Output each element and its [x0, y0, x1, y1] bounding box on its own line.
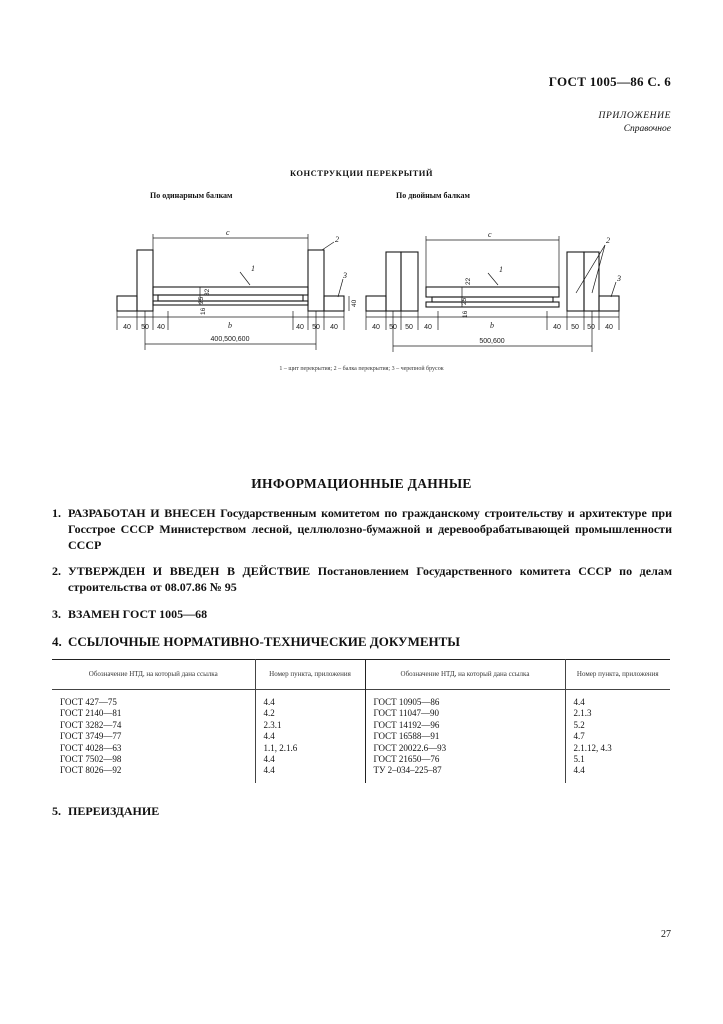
table-header-row [52, 660, 670, 690]
ref-doc: ГОСТ 8026—92 [60, 765, 122, 776]
info-item-number: 5. [52, 804, 61, 818]
ref-doc: ГОСТ 14192—96 [365, 720, 565, 731]
info-item-number: 1. [52, 506, 61, 520]
info-item-number: 4. [52, 634, 62, 649]
info-item-text: УТВЕРЖДЕН И ВВЕДЕН В ДЕЙСТВИЕ Постановлением Государственного комитета СССР по делам строительства от 08.07.86 № 95 [68, 564, 672, 594]
info-item-5 [52, 803, 672, 819]
dim-left-50a: 50 [141, 324, 149, 331]
right-beam-b2 [584, 252, 599, 311]
dim-left-32: 32 [204, 288, 211, 296]
info-item-text: РАЗРАБОТАН И ВНЕСЕН Государственным комитетом по гражданскому строительству и архитектуре при Госстрое СССР Министерством лесной, целлюлозно-бумажной и деревообрабатывающей промышленности СССР [68, 506, 672, 552]
info-item-text: ПЕРЕИЗДАНИЕ [68, 804, 160, 818]
ref-doc: ГОСТ 4028—63 [60, 742, 122, 753]
left-cranial-bar-b [324, 296, 344, 311]
dim-c-left: с [226, 228, 230, 237]
ref-doc: ГОСТ 11047—90 [365, 708, 565, 719]
info-item-2 [52, 563, 672, 595]
callout-1-left: 1 [251, 264, 255, 273]
table-row [52, 754, 670, 765]
ref-clause: 4.2 [255, 708, 365, 719]
dim-right-50b: 50 [405, 324, 413, 331]
dim-left-40a: 40 [123, 324, 131, 331]
dim-left-40c: 40 [296, 324, 304, 331]
table-row [52, 731, 670, 742]
dim-right-16: 16 [462, 310, 469, 318]
info-item-number: 3. [52, 607, 61, 621]
table-row [52, 765, 670, 782]
right-beam-a1 [386, 252, 401, 311]
ref-doc: ГОСТ 2140—81 [60, 708, 122, 719]
header-ntd-designation: Обозначение НТД, на который дана ссылка [88, 670, 218, 678]
leader-3-right [611, 282, 616, 297]
dim-left-50b: 50 [312, 324, 320, 331]
table-row [52, 690, 670, 709]
dim-right-22: 22 [465, 277, 472, 285]
appendix-label [599, 110, 672, 136]
header-item-number: Номер пункта, приложения [565, 660, 670, 690]
right-cranial-bar-a [366, 296, 386, 311]
ref-doc: ГОСТ 20022.6—93 [365, 743, 565, 754]
ref-clause: 2.3.1 [255, 720, 365, 731]
ref-doc: ГОСТ 16588—91 [365, 731, 565, 742]
ref-doc: ГОСТ 427—75 [60, 697, 117, 707]
leader-1-right [488, 273, 498, 285]
ref-clause: 2.1.3 [565, 708, 670, 719]
ref-clause: 4.7 [565, 731, 670, 742]
appendix-title: ПРИЛОЖЕНИЕ [598, 111, 671, 121]
ref-clause: 2.1.12, 4.3 [565, 743, 670, 754]
dim-right-50d: 50 [587, 324, 595, 331]
dim-height-40: 40 [351, 299, 358, 307]
figure-left-label: По одинарным балкам [150, 191, 233, 200]
table-row [52, 708, 670, 719]
right-cranial-bar-b [599, 296, 619, 311]
ref-clause: 4.4 [255, 765, 365, 782]
header-ntd-designation: Обозначение НТД, на который дана ссылка [365, 660, 565, 690]
callout-1-right: 1 [499, 265, 503, 274]
dim-right-40a: 40 [372, 324, 380, 331]
dim-right-25: 25 [461, 297, 468, 305]
right-floor-panel [426, 287, 559, 297]
info-section-title: ИНФОРМАЦИОННЫЕ ДАННЫЕ [251, 476, 472, 491]
ref-clause: 4.4 [565, 765, 670, 782]
dim-left-16: 16 [200, 307, 207, 315]
right-panel-rib [432, 297, 553, 302]
ref-clause: 5.2 [565, 720, 670, 731]
ref-doc: ГОСТ 7502—98 [60, 754, 122, 765]
left-beam-b [308, 250, 324, 311]
dim-b-left: b [228, 321, 232, 330]
references-table [52, 659, 670, 783]
document-header: ГОСТ 1005—86 С. 6 [548, 74, 671, 89]
page-number: 27 [661, 929, 671, 940]
dim-right-50a: 50 [389, 324, 397, 331]
ref-clause: 4.4 [255, 731, 365, 742]
leader-2-left [322, 242, 334, 250]
dim-right-40d: 40 [605, 324, 613, 331]
ref-clause: 4.4 [565, 690, 670, 709]
dim-right-40b: 40 [424, 324, 432, 331]
dim-left-total: 400,500,600 [210, 336, 250, 343]
dim-left-25: 25 [198, 296, 205, 304]
leader-3-left [338, 279, 343, 297]
left-cranial-bar-a [117, 296, 137, 311]
ref-doc: ГОСТ 10905—86 [365, 690, 565, 709]
figure-title: КОНСТРУКЦИИ ПЕРЕКРЫТИЙ [289, 168, 434, 178]
callout-2-left: 2 [335, 235, 339, 244]
dim-left-40d: 40 [330, 324, 338, 331]
dim-c-right: с [488, 230, 492, 239]
figure-right-label: По двойным балкам [396, 191, 470, 200]
ref-clause: 1.1, 2.1.6 [255, 743, 365, 754]
dim-right-50c: 50 [571, 324, 579, 331]
left-panel-bottom [153, 301, 308, 305]
right-panel-bottom [426, 302, 559, 307]
info-item-4 [52, 634, 672, 650]
ref-doc: ГОСТ 21650—76 [365, 754, 565, 765]
ref-clause: 4.4 [255, 690, 365, 709]
info-item-number: 2. [52, 564, 61, 578]
ref-doc: ГОСТ 3282—74 [60, 719, 122, 730]
left-beam-a [137, 250, 153, 311]
left-panel-rib [158, 295, 303, 301]
floor-construction-drawing [0, 205, 723, 380]
info-item-3 [52, 606, 672, 622]
info-item-text: ВЗАМЕН ГОСТ 1005—68 [68, 607, 208, 621]
figure-legend: 1 – щит перекрытия; 2 – балка перекрытия; 3 – черепной брусок [279, 366, 444, 372]
ref-doc: ТУ 2–034–225–87 [365, 765, 565, 782]
table-row [52, 720, 670, 731]
ref-clause: 4.4 [255, 754, 365, 765]
leader-1-left [240, 272, 250, 285]
ref-doc: ГОСТ 3749—77 [60, 731, 122, 742]
left-floor-panel [153, 287, 308, 295]
callout-3-right: 3 [617, 274, 621, 283]
right-beam-b1 [567, 252, 584, 311]
header-item-number: Номер пункта, приложения [255, 660, 365, 690]
info-item-text: ССЫЛОЧНЫЕ НОРМАТИВНО-ТЕХНИЧЕСКИЕ ДОКУМЕНТЫ [68, 634, 461, 649]
info-item-1 [52, 505, 672, 553]
dim-right-total: 500,600 [479, 338, 505, 345]
callout-2-right: 2 [606, 236, 610, 245]
right-beam-a2 [401, 252, 418, 311]
appendix-kind: Справочное [623, 124, 671, 134]
dim-right-40c: 40 [553, 324, 561, 331]
table-row [52, 743, 670, 754]
ref-clause: 5.1 [565, 754, 670, 765]
dim-b-right: b [490, 321, 494, 330]
callout-3-left: 3 [343, 271, 347, 280]
dim-left-40b: 40 [157, 324, 165, 331]
